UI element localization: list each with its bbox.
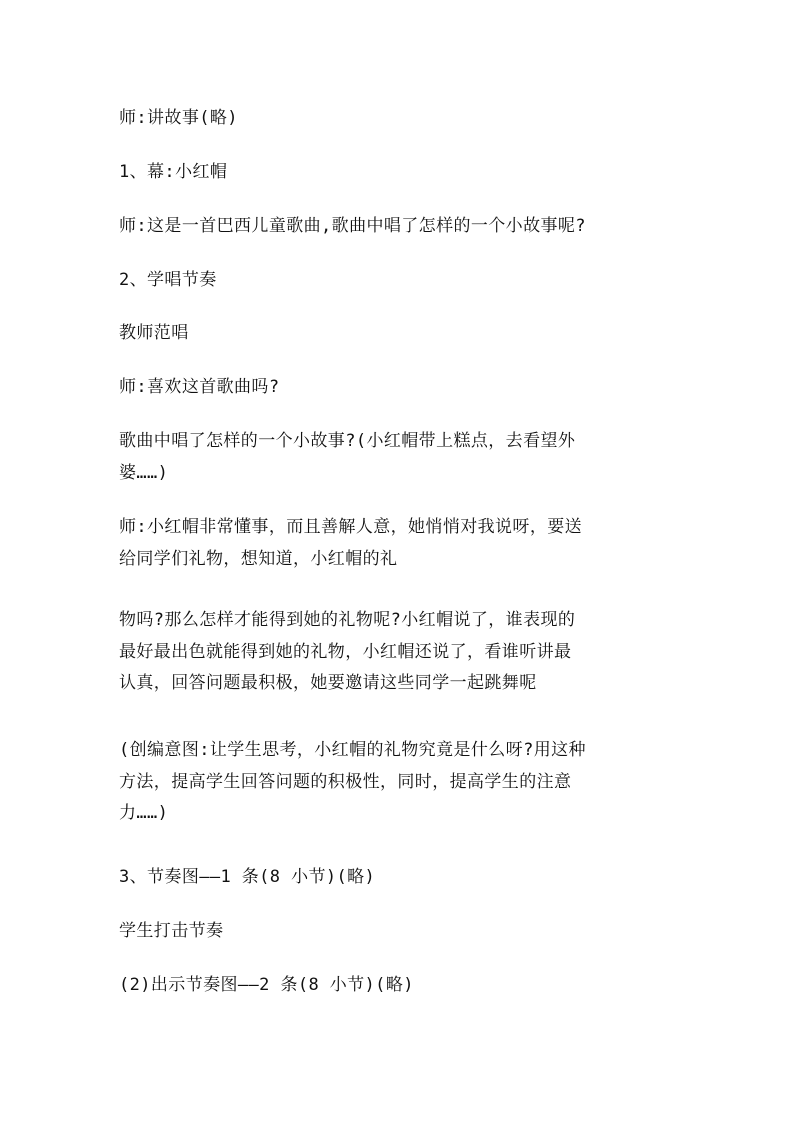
paragraph-like-song: 师:喜欢这首歌曲吗? [119, 377, 280, 397]
paragraph-rhythm-chart-2: (2)出示节奏图——2 条(8 小节)(略) [119, 975, 414, 995]
paragraph-gift-intro: 师:小红帽非常懂事，而且善解人意，她悄悄对我说呀，要送 给同学们礼物，想知道，小红帽的礼 [119, 517, 583, 569]
paragraph-teacher-story: 师:讲故事(略) [119, 108, 238, 128]
paragraph-teacher-demo: 教师范唱 [119, 323, 189, 343]
paragraph-rhythm-chart-1: 3、节奏图——1 条(8 小节)(略) [119, 867, 376, 887]
paragraph-design-intent: (创编意图:让学生思考，小红帽的礼物究竟是什么呀?用这种 方法，提高学生回答问题的积极性，同时，提高学生的注意 力……) [119, 740, 586, 823]
paragraph-student-rhythm: 学生打击节奏 [119, 921, 224, 941]
paragraph-scene-red-riding-hood: 1、幕:小红帽 [119, 162, 228, 182]
paragraph-gift-conditions: 物吗?那么怎样才能得到她的礼物呢?小红帽说了，谁表现的 最好最出色就能得到她的礼物，小红帽还说了，看谁听讲最 认真，回答问题最积极，她要邀请这些同学一起跳舞呢 [119, 610, 576, 693]
paragraph-brazil-song-question: 师:这是一首巴西儿童歌曲,歌曲中唱了怎样的一个小故事呢? [119, 216, 586, 236]
paragraph-song-story: 歌曲中唱了怎样的一个小故事?(小红帽带上糕点，去看望外 婆……) [119, 431, 576, 483]
paragraph-learn-rhythm: 2、学唱节奏 [119, 270, 217, 290]
